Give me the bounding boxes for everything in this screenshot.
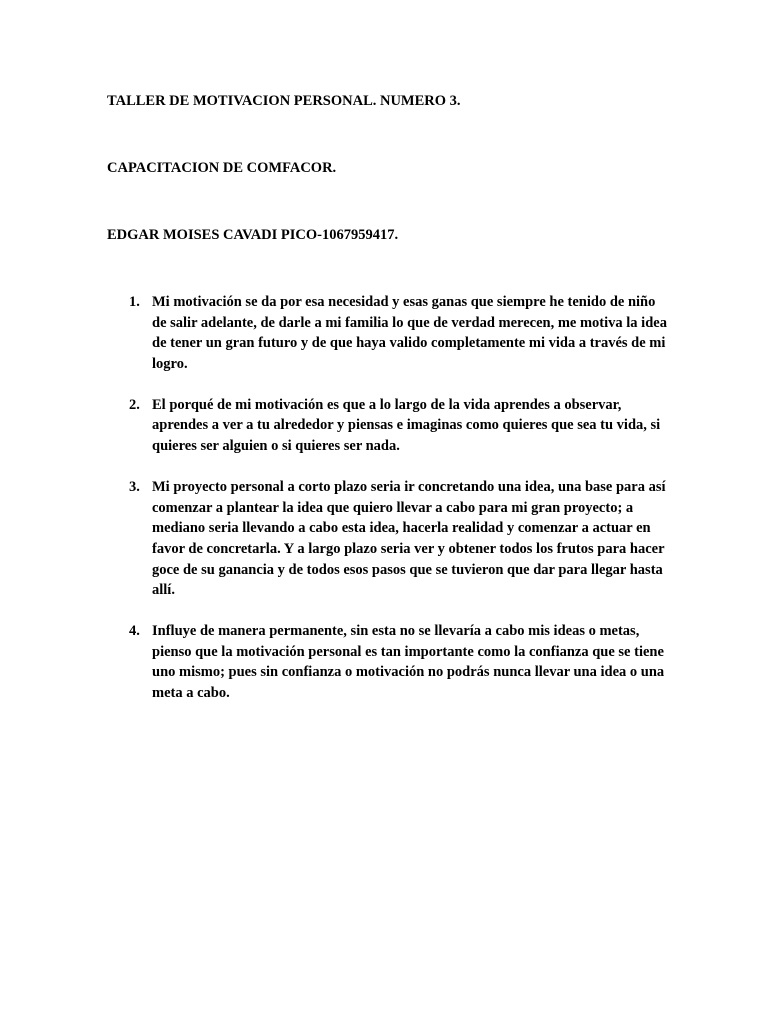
list-item <box>129 621 672 703</box>
list-item-number: 3. <box>129 479 140 496</box>
answers-list <box>129 292 672 724</box>
list-item-text: Mi proyecto personal a corto plazo seria ir concretando una idea, una base para así comenzar a plantear la idea que quiero llevar a cabo para mi gran proyecto; a mediano seria llevando a cabo esta idea, hacerla realidad y comenzar a actuar en favor de concretarla. Y a largo plazo seria ver y obtener todos los frutos para hacer goce de su ganancia y de todos esos pasos que se tuvieron que dar para llegar hasta allí. <box>152 479 666 599</box>
list-item <box>129 477 672 601</box>
list-item-text: Influye de manera permanente, sin esta no se llevaría a cabo mis ideas o metas, pienso que la motivación personal es tan importante como la confianza que se tiene uno mismo; pues sin confianza o motivación no podrás nunca llevar una idea o una meta a cabo. <box>152 623 665 701</box>
document-title: TALLER DE MOTIVACION PERSONAL. NUMERO 3. <box>107 93 461 109</box>
list-item-text: Mi motivación se da por esa necesidad y esas ganas que siempre he tenido de niño de salir adelante, de darle a mi familia lo que de verdad merecen, me motiva la idea de tener un gran futuro y de que haya valido completamente mi vida a través de mi logro. <box>152 294 667 372</box>
list-item <box>129 292 672 374</box>
list-item-number: 4. <box>129 623 140 640</box>
author-line: EDGAR MOISES CAVADI PICO-1067959417. <box>107 227 399 243</box>
list-item-number: 2. <box>129 396 140 413</box>
list-item <box>129 395 672 457</box>
list-item-text: El porqué de mi motivación es que a lo largo de la vida aprendes a observar, aprendes a ver a tu alrededor y piensas e imaginas como quieres que sea tu vida, si quieres ser alguien o si quieres ser nada. <box>152 396 661 455</box>
list-item-number: 1. <box>129 294 140 310</box>
document-subtitle: CAPACITACION DE COMFACOR. <box>107 160 337 176</box>
